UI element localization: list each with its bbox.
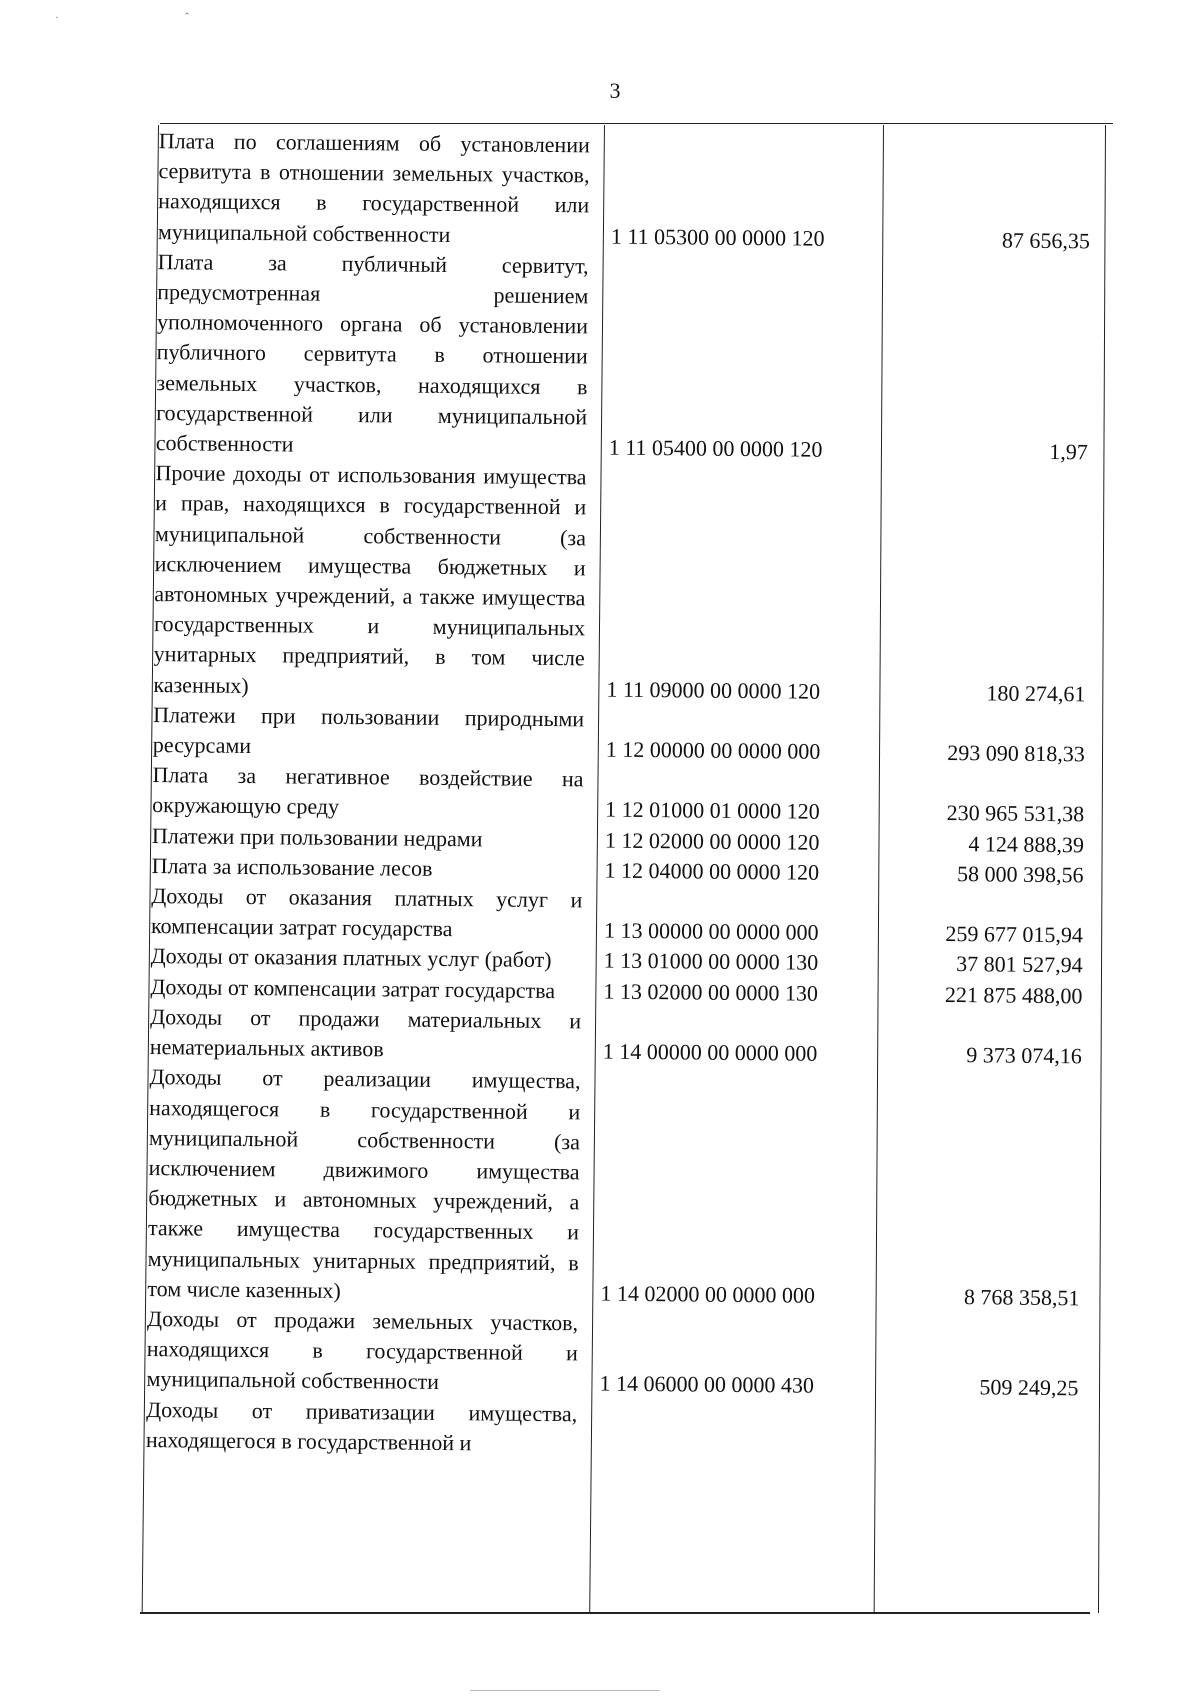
row-amount: 58 000 398,56: [956, 860, 1084, 888]
table-row: [137, 1304, 1098, 1404]
row-code: 1 13 02000 00 0000 130: [603, 978, 819, 1006]
row-amount: 37 801 527,94: [956, 951, 1083, 978]
scan-artifact-line: [470, 1690, 660, 1691]
row-description: Плата за использование лесов: [151, 852, 433, 881]
table-row: [143, 760, 1104, 830]
row-amount: 230 965 531,38: [946, 800, 1085, 827]
row-code: 1 11 09000 00 0000 120: [606, 676, 821, 704]
row-amount: 293 090 818,33: [947, 740, 1085, 767]
row-description: Доходы от продажи земельных участков, находящихся в государственной и муниципальной собственности: [146, 1305, 579, 1395]
row-code: 1 12 00000 00 0000 000: [605, 736, 821, 764]
row-description: Доходы от реализации имущества, находящегося в государственной и муниципальной собственности (за исключением движимого имущества бюджетных и автономных учреждений, а также имущества государственных и муниципальных унитарных предприятий, в том числе казенных): [147, 1064, 581, 1303]
row-description: Плата за негативное воздействие на окружающую среду: [152, 762, 584, 820]
table-row: [141, 1002, 1102, 1072]
row-code: 1 13 00000 00 0000 000: [603, 917, 819, 945]
page-number: 3: [609, 78, 621, 103]
table-row: [149, 126, 1110, 256]
row-code: [585, 1459, 864, 1462]
table-row: [144, 458, 1106, 709]
row-amount: 8 768 358,51: [963, 1283, 1080, 1311]
table-row: [142, 881, 1103, 951]
row-code: 1 12 04000 00 0000 120: [604, 857, 820, 885]
row-amount: 259 677 015,94: [945, 921, 1084, 948]
table-row: [138, 1062, 1100, 1313]
row-code: 1 12 01000 01 0000 120: [605, 797, 820, 825]
row-amount: 509 249,25: [979, 1374, 1079, 1401]
row-description: Доходы от компенсации затрат государства: [150, 973, 556, 1003]
row-code: 1 14 02000 00 0000 000: [600, 1280, 816, 1308]
top-rule: [160, 123, 1113, 124]
bottom-rule: [140, 1612, 1090, 1614]
row-code: 1 11 05300 00 0000 120: [610, 223, 825, 251]
row-amount: 221 875 488,00: [944, 981, 1083, 1009]
revenue-table: [137, 126, 1110, 1464]
row-code: 1 14 00000 00 0000 000: [602, 1038, 818, 1066]
row-description: Платежи при пользовании природными ресурсами: [152, 701, 585, 759]
row-amount: 180 274,61: [986, 680, 1086, 706]
row-description: Плата по соглашениям об установлении сервитута в отношении земельных участков, находящихся в государственной или муниципальной собственности: [157, 128, 590, 247]
scan-specks: · ˆ: [55, 10, 229, 24]
row-amount: [864, 1462, 1086, 1464]
row-amount: 9 373 074,16: [966, 1042, 1082, 1069]
row-amount: 87 656,35: [1001, 227, 1091, 253]
row-description: Доходы от оказания платных услуг и компенсации затрат государства: [150, 883, 583, 942]
table-row: [137, 1394, 1098, 1464]
row-description: Доходы от продажи материальных и нематериальных активов: [149, 1003, 582, 1062]
row-amount: 4 124 888,39: [968, 830, 1085, 857]
row-code: 1 11 05400 00 0000 120: [608, 434, 823, 462]
row-description: Доходы от оказания платных услуг (работ): [150, 943, 552, 973]
row-amount: 1,97: [1049, 438, 1088, 465]
row-description: Платежи при пользовании недрами: [151, 822, 483, 852]
row-code: 1 13 01000 00 0000 130: [603, 948, 819, 976]
row-description: Прочие доходы от использования имущества и прав, находящихся в государственной и муниципальной собственности (за исключением имущества бюджетных и автономных учреждений, а также имущества государственных и муниципальных унитарных предприятий, в том числе казенных): [153, 460, 587, 698]
row-code: 1 12 02000 00 0000 120: [604, 827, 820, 855]
row-code: 1 14 06000 00 0000 430: [599, 1370, 815, 1398]
row-description: Доходы от приватизации имущества, находящегося в государственной и: [145, 1396, 578, 1455]
table-row: [144, 700, 1105, 770]
table-row: [147, 247, 1109, 468]
row-description: Плата за публичный сервитут, предусмотренная решением уполномоченного органа об установлении публичного сервитута в отношении земельных участков, находящихся в государственной или муниципальной собственности: [155, 248, 589, 457]
